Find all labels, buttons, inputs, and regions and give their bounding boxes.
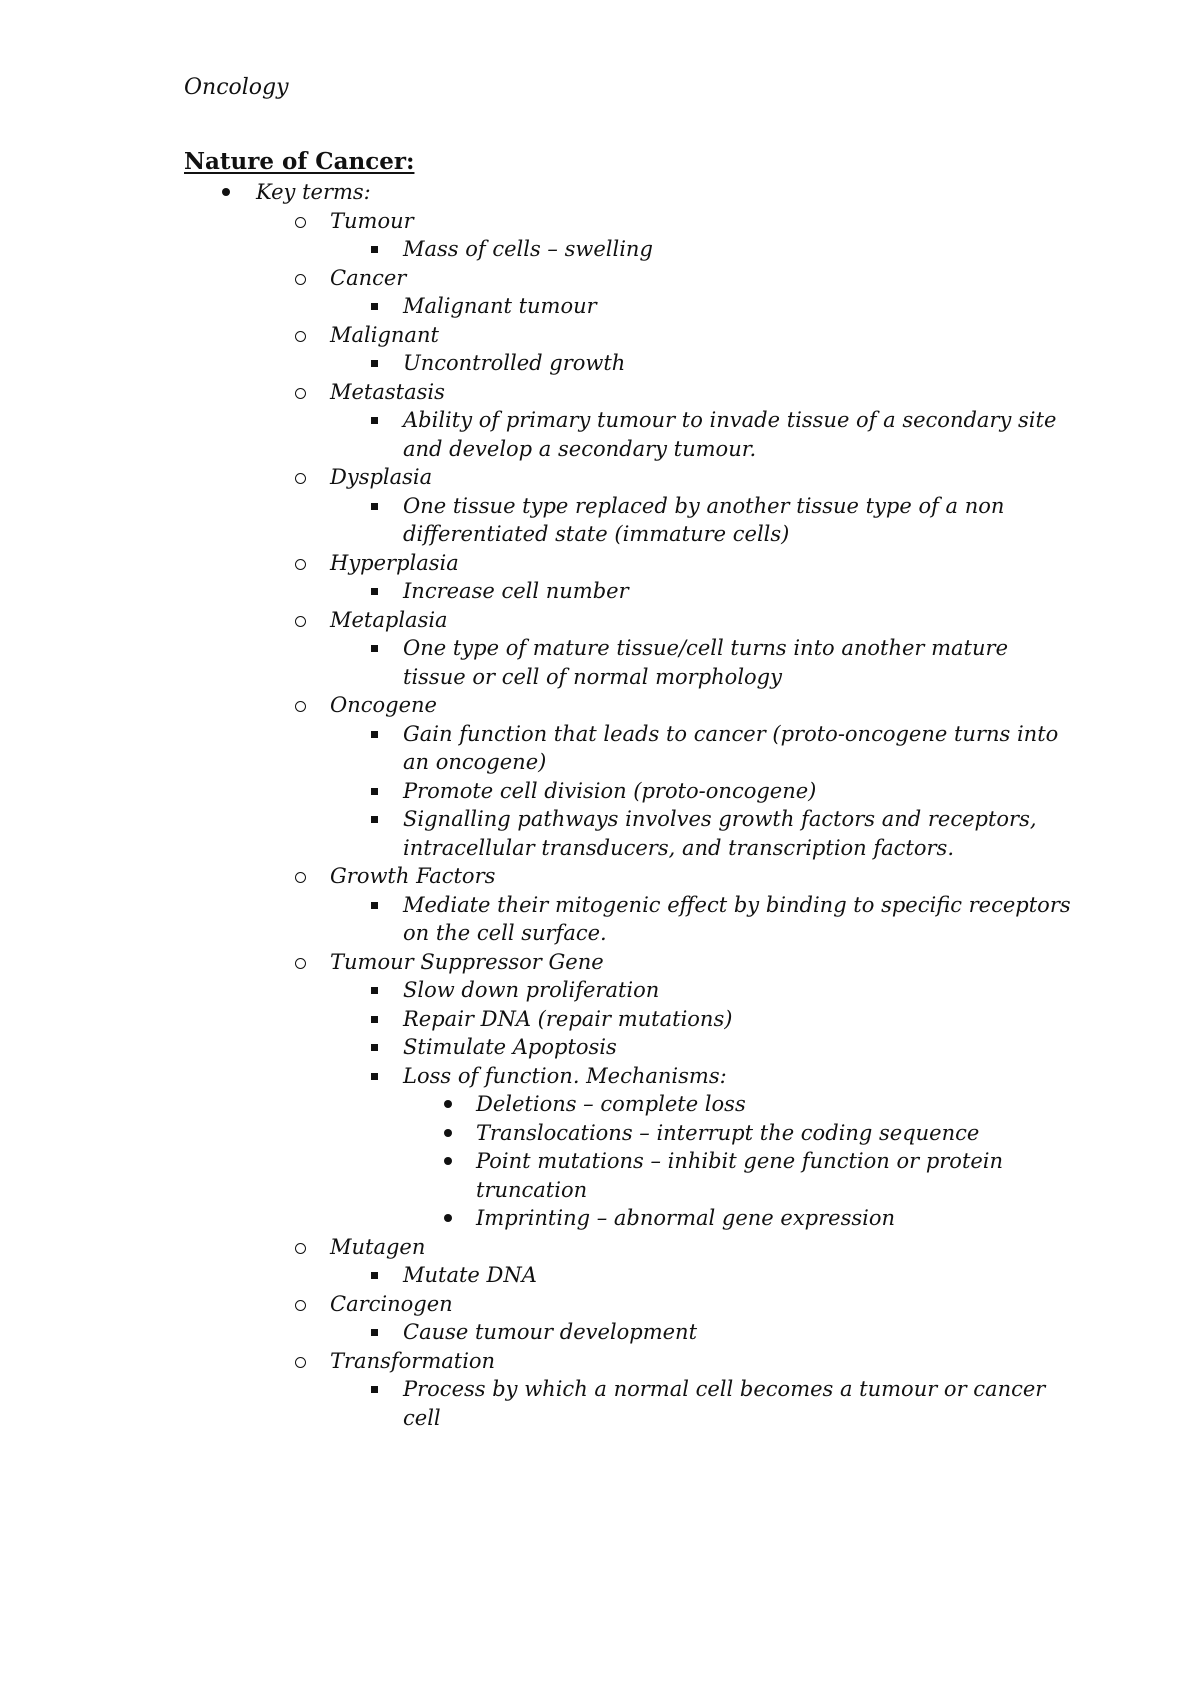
outline-item-text: Malignant — [330, 322, 439, 347]
outline-item-continuation: truncation — [476, 1177, 588, 1202]
outline-item-level-3 — [403, 492, 1004, 549]
outline-item-continuation: tissue or cell of normal morphology — [403, 664, 782, 689]
outline-item-continuation: cell — [403, 1405, 441, 1430]
outline-item-text: Signalling pathways involves growth factors and receptors, — [403, 807, 1037, 831]
outline-item-text: Tumour — [330, 208, 414, 233]
outline-item-level-2 — [330, 606, 448, 635]
outline-item-level-3 — [403, 976, 659, 1005]
outline-item-text: Cause tumour development — [403, 1320, 698, 1344]
outline-item-text: Repair DNA (repair mutations) — [403, 1006, 733, 1031]
outline-item-level-2 — [330, 1233, 425, 1262]
outline-item-text: Growth Factors — [330, 864, 496, 888]
outline-item-level-3 — [403, 720, 1058, 777]
outline-item-text: Carcinogen — [330, 1291, 453, 1316]
outline-item-level-3 — [403, 406, 1056, 463]
outline-item-level-3 — [403, 349, 625, 378]
outline-item-level-3 — [403, 634, 1008, 691]
outline-item-level-2 — [330, 549, 459, 578]
outline-item-text: Uncontrolled growth — [403, 351, 626, 375]
outline-item-level-2 — [330, 862, 495, 891]
outline-item-level-3 — [403, 805, 1037, 862]
outline-item-text: Deletions – complete loss — [476, 1092, 746, 1116]
outline-item-text: One type of mature tissue/cell turns into another mature — [403, 636, 1008, 660]
outline-item-level-3 — [403, 1375, 1045, 1432]
outline-item-level-3 — [403, 577, 629, 606]
outline-item-text: Metastasis — [330, 379, 445, 404]
outline-item-text: Tumour Suppressor Gene — [330, 949, 604, 974]
outline-item-text: Promote cell division (proto-oncogene) — [403, 778, 817, 803]
outline-item-level-2 — [330, 1290, 453, 1319]
outline-item-text: Translocations – interrupt the coding sequence — [476, 1120, 980, 1145]
outline-item-level-4 — [476, 1204, 895, 1233]
outline-item-text: Imprinting – abnormal gene expression — [476, 1206, 896, 1230]
outline-item-continuation: and develop a secondary tumour. — [403, 436, 757, 461]
outline-item-text: Malignant tumour — [403, 294, 597, 318]
outline-item-level-2 — [330, 463, 432, 492]
outline-item-continuation: differentiated state (immature cells) — [403, 522, 790, 546]
outline-item-text: Mediate their mitogenic effect by binding to specific receptors — [403, 892, 1071, 917]
outline-item-text: Point mutations – inhibit gene function or protein — [476, 1149, 1004, 1173]
outline-item-text: Cancer — [330, 265, 407, 290]
outline-item-level-4 — [476, 1090, 746, 1119]
outline-item-text: Increase cell number — [403, 579, 629, 603]
outline-item-level-3 — [403, 235, 653, 264]
outline-item-level-3 — [403, 1062, 727, 1091]
outline-item-level-3 — [403, 1033, 617, 1062]
outline-item-text: Ability of primary tumour to invade tissue of a secondary site — [403, 408, 1057, 432]
outline-item-level-3 — [403, 1005, 732, 1034]
outline-item-continuation: on the cell surface. — [403, 921, 607, 945]
outline-item-continuation: intracellular transducers, and transcription factors. — [403, 835, 955, 860]
section-heading: Nature of Cancer: — [184, 148, 415, 175]
outline-item-level-2 — [330, 691, 437, 720]
outline-item-text: Gain function that leads to cancer (proto-oncogene turns into — [403, 721, 1059, 746]
outline-item-level-2 — [330, 264, 406, 293]
outline-item-text: Slow down proliferation — [403, 978, 660, 1002]
outline-item-level-2 — [330, 948, 604, 977]
outline-item-text: Hyperplasia — [330, 550, 459, 575]
outline-item-text: Process by which a normal cell becomes a tumour or cancer — [403, 1377, 1046, 1401]
outline-item-level-4 — [476, 1147, 1003, 1204]
outline-item-level-3 — [403, 777, 816, 806]
outline-item-level-1 — [256, 178, 371, 207]
outline-item-continuation: an oncogene) — [403, 750, 547, 774]
outline-item-text: Loss of function. Mechanisms: — [403, 1063, 727, 1088]
outline-item-text: One tissue type replaced by another tissue type of a non — [403, 493, 1005, 518]
outline-item-level-2 — [330, 1347, 495, 1376]
outline-item-text: Oncogene — [330, 693, 437, 717]
outline-item-level-2 — [330, 378, 445, 407]
outline-item-level-2 — [330, 207, 414, 236]
outline-item-text: Key terms: — [256, 180, 371, 204]
outline-item-level-4 — [476, 1119, 979, 1148]
outline-item-level-3 — [403, 1318, 697, 1347]
outline-item-text: Dysplasia — [330, 465, 433, 489]
outline-item-text: Mass of cells – swelling — [403, 237, 653, 261]
outline-item-text: Mutagen — [330, 1234, 426, 1259]
outline-item-level-3 — [403, 292, 597, 321]
outline-item-text: Mutate DNA — [403, 1263, 537, 1287]
outline-item-text: Stimulate Apoptosis — [403, 1035, 617, 1059]
outline-item-level-3 — [403, 1261, 537, 1290]
outline-item-text: Transformation — [330, 1348, 496, 1373]
outline-item-level-3 — [403, 891, 1071, 948]
outline-item-text: Metaplasia — [330, 607, 448, 632]
document-title: Oncology — [184, 75, 289, 100]
outline-item-level-2 — [330, 321, 439, 350]
